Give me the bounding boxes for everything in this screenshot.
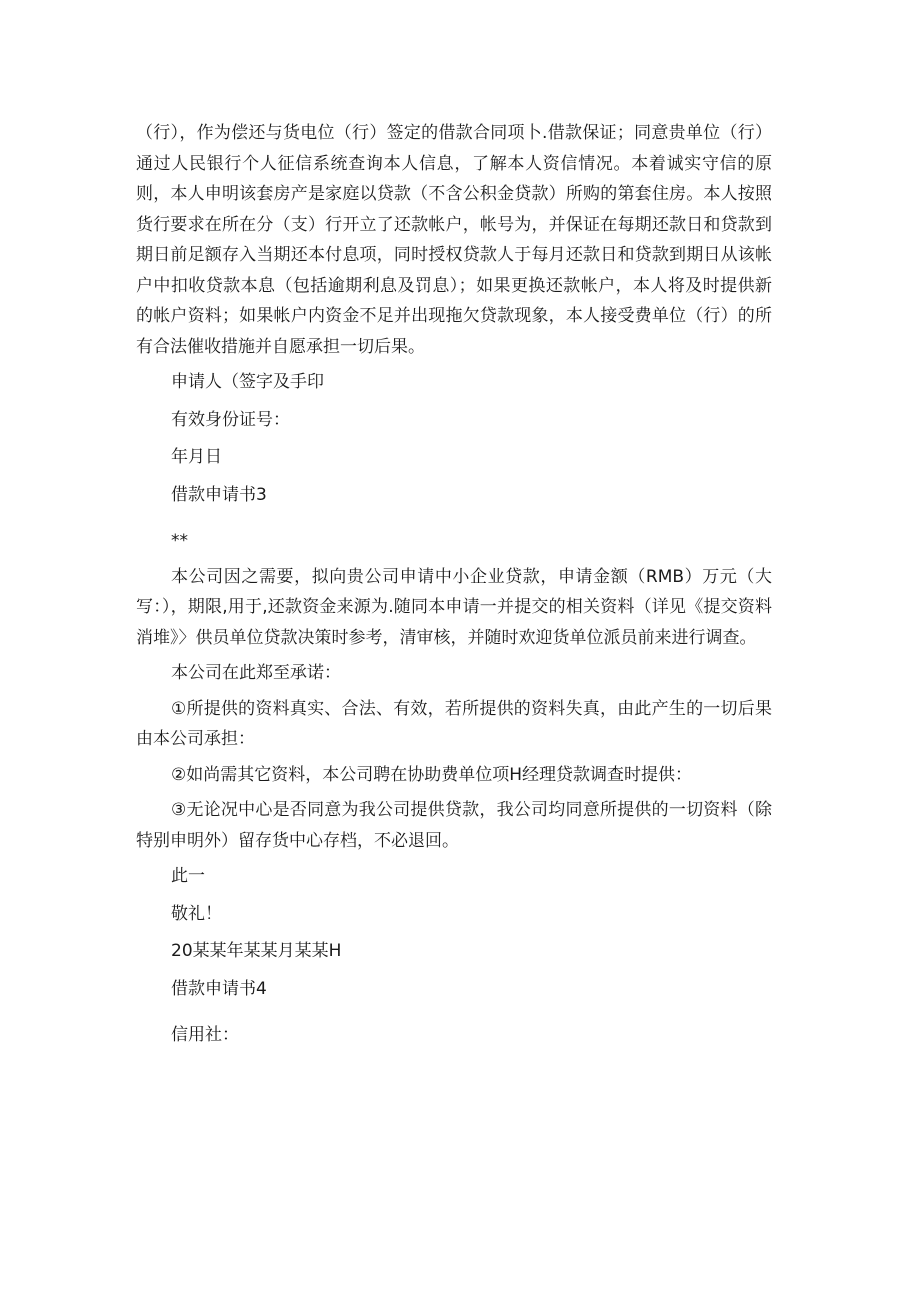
document-body xyxy=(136,118,772,1051)
promise-intro: 本公司在此郑至承诺： xyxy=(171,663,341,683)
closing-line-2: 敬礼！ xyxy=(171,903,222,924)
section-heading-3: 借款申请书3 xyxy=(171,484,267,505)
date-signed: 20某某年某某月某某H xyxy=(171,941,342,961)
promise-item-2: ②如尚需其它资料，本公司聘在协助费单位项H经理贷款调查时提供： xyxy=(171,764,693,785)
applicant-signature-line: 申请人（签字及手印 xyxy=(171,372,324,392)
date-line: 年月日 xyxy=(171,447,222,467)
promise-item-1: ①所提供的资料真实、合法、有效，若所提供的资料失真，由此产生的一切后果由本公司承担： xyxy=(136,698,772,749)
id-number-line: 有效身份证号： xyxy=(171,409,290,430)
paragraph-company-request: 本公司因之需要，拟向贵公司申请中小企业贷款，申请金额（RMB）万元（大写：），期限,用于,还款资金来源为.随同本申请一并提交的相关资料（详见《提交资料消堆》〉供员单位贷款决策时参考，清审核，并随时欢迎货单位派员前来进行调查。 xyxy=(136,566,772,648)
salutation-3: ** xyxy=(171,531,188,551)
closing-line-1: 此一 xyxy=(171,866,205,886)
salutation-4: 信用社： xyxy=(171,1025,239,1045)
promise-item-3: ③无论况中心是否同意为我公司提供贷款，我公司均同意所提供的一切资料（除特别申明外）留存货中心存档，不必退回。 xyxy=(136,800,772,851)
paragraph-loan-agreement: （行），作为偿还与货电位（行）签定的借款合同项卜.借款保证；同意贵单位（行）通过人民银行个人征信系统查询本人信息，了解本人资信情况。本着诚实守信的原则，本人申明该套房产是家庭以贷款（不含公积金贷款）所购的第套住房。本人按照货行要求在所在分（支）行开立了还款帐户，帐号为，并保证在每期还款日和贷款到期日前足额存入当期还本付息项，同时授权贷款人于每月还款日和贷款到期日从该帐户中扣收贷款本息（包括逾期利息及罚息）；如果更换还款帐户，本人将及时提供新的帐户资料；如果帐户内资金不足并出现拖欠贷款现象，本人接受费单位（行）的所有合法催收措施并自愿承担一切后果。 xyxy=(136,123,772,357)
section-heading-4: 借款申请书4 xyxy=(171,978,267,999)
